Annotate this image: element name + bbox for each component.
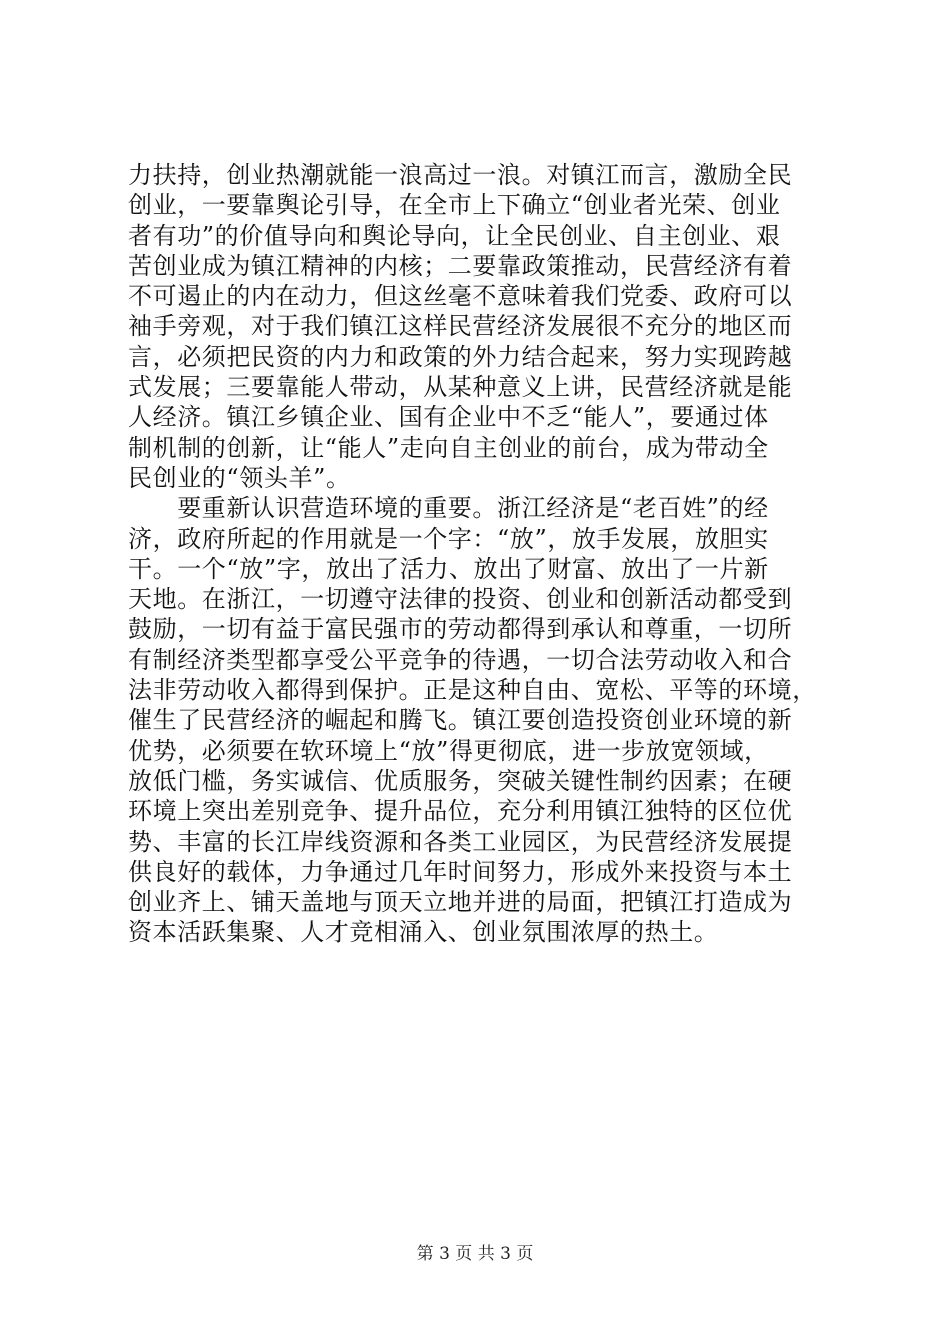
text-line: 言，必须把民资的内力和政策的外力结合起来，努力实现跨越 bbox=[128, 342, 793, 371]
text-line: 力扶持，创业热潮就能一浪高过一浪。对镇江而言，激励全民 bbox=[128, 161, 793, 189]
text-line: 天地。在浙江，一切遵守法律的投资、创业和创新活动都受到 bbox=[128, 585, 793, 614]
text-line: 袖手旁观，对于我们镇江这样民营经济发展很不充分的地区而 bbox=[128, 312, 793, 341]
text-line: 资本活跃集聚、人才竞相涌入、创业氛围浓厚的热土。 bbox=[128, 918, 719, 947]
text-line: 苦创业成为镇江精神的内核；二要靠政策推动，民营经济有着 bbox=[128, 251, 793, 280]
text-line: 放低门槛，务实诚信、优质服务，突破关键性制约因素；在硬 bbox=[128, 766, 793, 795]
body-text bbox=[128, 160, 848, 948]
text-line: 济，政府所起的作用就是一个字：“放”，放手发展，放胆实 bbox=[128, 524, 769, 553]
text-line: 不可遏止的内在动力，但这丝毫不意味着我们党委、政府可以 bbox=[128, 282, 793, 311]
text-line: 式发展；三要靠能人带动，从某种意义上讲，民营经济就是能 bbox=[128, 373, 793, 402]
text-line: 法非劳动收入都得到保护。正是这种自由、宽松、平等的环境， bbox=[128, 676, 817, 705]
text-line: 干。一个“放”字，放出了活力、放出了财富、放出了一片新 bbox=[128, 554, 769, 583]
text-line: 优势，必须要在软环境上“放”得更彻底，进一步放宽领域， bbox=[128, 736, 769, 765]
text-line: 有制经济类型都享受公平竞争的待遇，一切合法劳动收入和合 bbox=[128, 645, 793, 674]
text-line: 人经济。镇江乡镇企业、国有企业中不乏“能人”，要通过体 bbox=[128, 403, 769, 432]
text-line: 催生了民营经济的崛起和腾飞。镇江要创造投资创业环境的新 bbox=[128, 706, 793, 735]
text-line: 民创业的“领头羊”。 bbox=[128, 463, 351, 492]
page-number-footer: 第 3 页 共 3 页 bbox=[416, 1244, 534, 1264]
text-line: 环境上突出差别竞争、提升品位，充分利用镇江独特的区位优 bbox=[128, 797, 793, 826]
paragraph-start-line: 要重新认识营造环境的重要。浙江经济是“老百姓”的经 bbox=[128, 494, 769, 523]
text-line: 制机制的创新，让“能人”走向自主创业的前台，成为带动全 bbox=[128, 433, 769, 462]
text-line: 供良好的载体，力争通过几年时间努力，形成外来投资与本土 bbox=[128, 857, 793, 886]
text-line: 创业，一要靠舆论引导，在全市上下确立“创业者光荣、创业 bbox=[128, 191, 781, 220]
text-line: 势、丰富的长江岸线资源和各类工业园区，为民营经济发展提 bbox=[128, 827, 793, 856]
text-line: 鼓励，一切有益于富民强市的劳动都得到承认和尊重，一切所 bbox=[128, 615, 793, 644]
text-line: 创业齐上、铺天盖地与顶天立地并进的局面，把镇江打造成为 bbox=[128, 888, 793, 917]
text-line: 者有功”的价值导向和舆论导向，让全民创业、自主创业、艰 bbox=[128, 221, 781, 250]
